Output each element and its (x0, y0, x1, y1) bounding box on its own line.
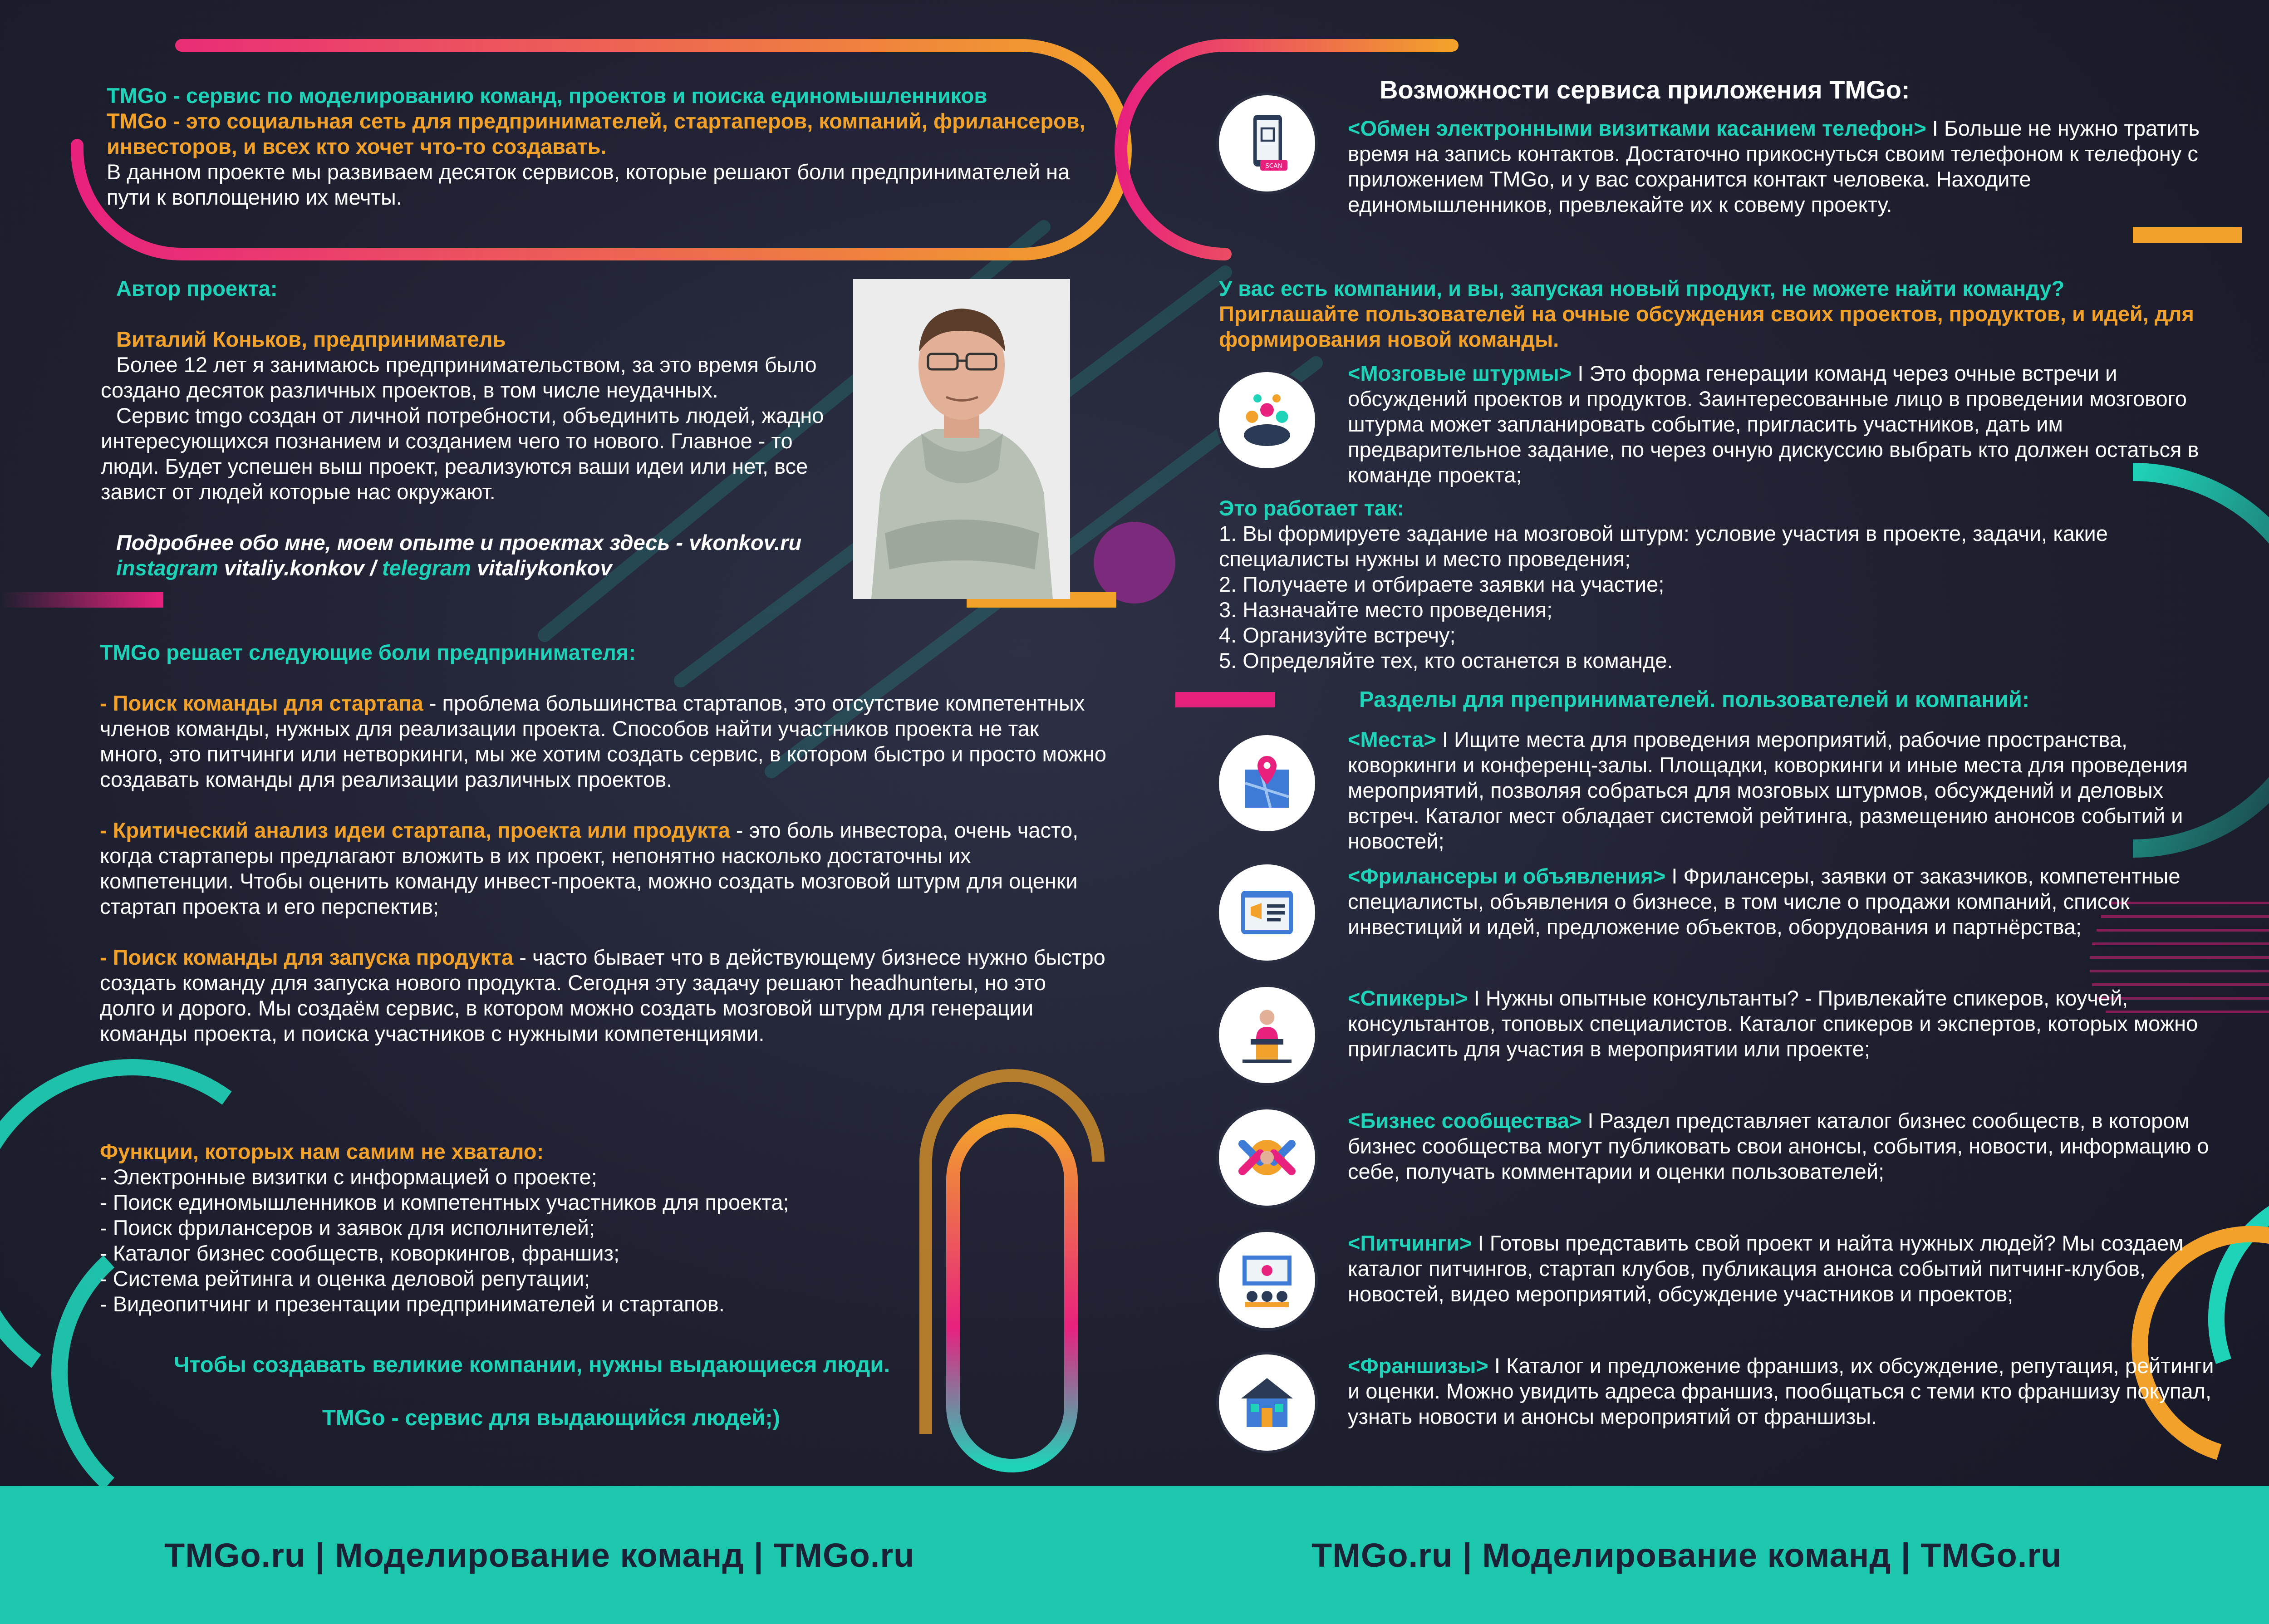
question-block (1219, 276, 2235, 352)
section-item-speakers: <Спикеры> I Нужны опытные консультанты? - Привлекайте спикеров, коучей, консультантов, топовых специалистов. Каталог спикеров и экспертов, которых можно пригласить для участия в мероприятии или проекте; (1348, 986, 2198, 1061)
function-item: - Система рейтинга и оценка деловой репутации; (100, 1266, 590, 1290)
how-block (1219, 496, 2235, 673)
section-item-freelancers: <Фрилансеры и объявления> I Фрилансеры, заявки от заказчиков, компетентные специалисты, объявления о бизнесе, в том числе о продажи компаний, список инвестиций и идей, предложение объектов, оборудования и партнёрства; (1348, 864, 2181, 939)
map-pin-icon (1219, 735, 1315, 831)
features-title: Возможности сервиса приложения TMGo: (1380, 75, 1910, 104)
author-name: Виталий Коньков, предприниматель (116, 327, 506, 351)
card-exchange-text: <Обмен электронными визитками касанием телефон> I Больше не нужно тратить время на запись контактов. Достаточно прикоснуться своим телефоном к телефону с приложением TMGo, и у вас сохранится контакт человека. Находите единомышленников, превлекайте их к совему проекту. (1348, 116, 2200, 216)
telegram-handle[interactable]: vitaliykonkov (476, 556, 612, 580)
brainstorm-text: <Мозговые штурмы> I Это форма генерации команд через очные встречи и обсуждений проектов и продуктов. Заинтересованные лицо в проведении мозгового штурма может запланировать событие, пригласить участников, дать им предварительное задание, по через очную дискуссию выбрать кто должен остаться в команде проекта; (1348, 361, 2199, 487)
function-item: - Каталог бизнес сообществ, коворкингов, франшиз; (100, 1241, 620, 1265)
intro-line2: TMGo - это социальная сеть для предпринимателей, стартаперов, компаний, фрилансеров, инвесторов, и всех кто хочет что-то создавать. (107, 109, 1085, 158)
how-step: 2. Получаете и отбираете заявки на участие; (1219, 572, 1665, 596)
question-text: У вас есть компании, и вы, запуская новый продукт, не можете найти команду? (1219, 276, 2065, 300)
footer-left-text[interactable]: TMGo.ru | Моделирование команд | TMGo.ru (164, 1536, 915, 1574)
pain-item-2: - Критический анализ идеи стартапа, проекта или продукта - это боль инвестора, очень часто, когда стартаперы предлагают вложить в их проект, непонятно насколько достаточны их компетенции. Чтобы оценить команду инвест-проекта, можно создать мозговой штурм для оценки стартап проекта и его перспектив; (100, 818, 1079, 918)
intro-block (107, 83, 1087, 210)
svg-text:SCAN: SCAN (1265, 162, 1282, 170)
author-bio: Более 12 лет я занимаюсь предпринимательством, за это время было создано десяток различных проектов, в том числе неудачных. (101, 353, 817, 402)
author-block (101, 276, 850, 581)
author-photo (853, 279, 1070, 599)
footer-bar (0, 1486, 2269, 1624)
functions-block (100, 1139, 1053, 1317)
instagram-handle[interactable]: vitaliy.konkov / (224, 556, 376, 580)
section-item-communities: <Бизнес сообщества> I Раздел представляет каталог бизнес сообществ, в котором бизнес сообщества могут публиковать свои анонсы, события, новости, информацию о себе, получать комментарии и оценки пользователей; (1348, 1109, 2209, 1183)
how-step: 4. Организуйте встречу; (1219, 623, 1456, 647)
pain-item-1: - Поиск команды для стартапа - проблема большинства стартапов, это отсутствие компетентных членов команды, нужных для реализации проекта. Способов найти участников проекта не так много, это питчинги или нетворкинги, мы же хотим создать сервис, в котором быстро и просто можно создавать команды для реализации различных проектов. (100, 691, 1107, 791)
brainstorm-icon (1219, 372, 1315, 468)
pain-item-3: - Поиск команды для запуска продукта - часто бывает что в действующему бизнесе нужно быстро создать команду для запуска нового продукта. Сегодня эту задачу решают headhunterы, но это долго и дорого. Мы создаём сервис, в котором можно создать мозговой штурм для генерации команды проекта, и поиска участников с нужными компетенциями. (100, 945, 1105, 1045)
sections-title: Разделы для препринимателей. пользователей и компаний: (1359, 687, 2030, 712)
telegram-label[interactable]: telegram (382, 556, 471, 580)
how-title: Это работает так: (1219, 496, 1405, 520)
slogan-2: TMGo - сервис для выдающийся людей;) (322, 1406, 780, 1430)
speaker-podium-icon (1219, 987, 1315, 1083)
ads-board-icon (1219, 864, 1315, 961)
slogan-1: Чтобы создавать великие компании, нужны выдающиеся люди. (174, 1353, 890, 1377)
intro-line1: TMGo - сервис по моделированию команд, проектов и поиска единомышленников (107, 83, 987, 108)
presentation-icon (1219, 1232, 1315, 1328)
pains-block (100, 640, 1107, 1046)
author-label: Автор проекта: (116, 276, 278, 300)
section-item-places: <Места> I Ищите места для проведения мероприятий, рабочие пространства, коворкинги и конференц-залы. Площадки, коворкинги и иные места для проведения мероприятий, позволяя собраться для мозговых штурмов, обсуждений и деловых встреч. Каталог мест обладает системой рейтинга, размещению анонсов событий и новостей; (1348, 727, 2188, 853)
pains-title: TMGo решает следующие боли предпринимателя: (100, 640, 636, 664)
footer-right-text[interactable]: TMGo.ru | Моделирование команд | TMGo.ru (1311, 1536, 2062, 1574)
how-step: 1. Вы формируете задание на мозговой штурм: условие участия в проекте, задачи, какие специалисты нужны и место проведения; (1219, 521, 2108, 571)
section-item-franchises: <Франшизы> I Каталог и предложение франшиз, их обсуждение, репутация, рейтинги и оценки. Можно увидить адреса франшиз, пообщаться с теми кто франшизу покупал, узнать новости и анонсы мероприятий от франшизы. (1348, 1354, 2214, 1428)
intro-line3: В данном проекте мы развиваем десяток сервисов, которые решают боли предпринимателей на пути к воплощению их мечты. (107, 160, 1070, 209)
function-item: - Поиск фрилансеров и заявок для исполнителей; (100, 1216, 595, 1240)
instagram-label[interactable]: instagram (116, 556, 218, 580)
function-item: - Видеопитчинг и презентации предпринимателей и стартапов. (100, 1292, 725, 1316)
how-step: 5. Определяйте тех, кто останется в команде. (1219, 648, 1673, 672)
how-step: 3. Назначайте место проведения; (1219, 598, 1553, 622)
functions-title: Функции, которых нам самим не хватало: (100, 1139, 544, 1163)
author-socials (101, 555, 850, 581)
business-card-icon (1219, 95, 1315, 191)
author-bio2: Сервис tmgo создан от личной потребности, объединить людей, жадно интересующихся познанием и созданием чего то нового. Главное - то люди. Будет успешен выш проект, реализуются ваши идеи или нет, все завист от людей которые нас окружают. (101, 403, 824, 504)
section-item-pitching: <Питчинги> I Готовы представить свой проект и найта нужных людей? Мы создаем каталог питчингов, стартап клубов, публикация анонса событий питчинг-клубов, новостей, видео мероприятий, обсуждение участников и проектов; (1348, 1231, 2184, 1306)
invite-text: Приглашайте пользователей на очные обсуждения своих проектов, продуктов, и идей, для формирования новой команды. (1219, 302, 2194, 351)
author-more[interactable]: Подробнее обо мне, моем опыте и проектах здесь - vkonkov.ru (116, 530, 802, 554)
function-item: - Поиск единомышленников и компетентных участников для проекта; (100, 1190, 789, 1214)
function-item: - Электронные визитки с информацией о проекте; (100, 1165, 597, 1189)
handshake-icon (1219, 1109, 1315, 1206)
franchise-store-icon (1219, 1354, 1315, 1451)
